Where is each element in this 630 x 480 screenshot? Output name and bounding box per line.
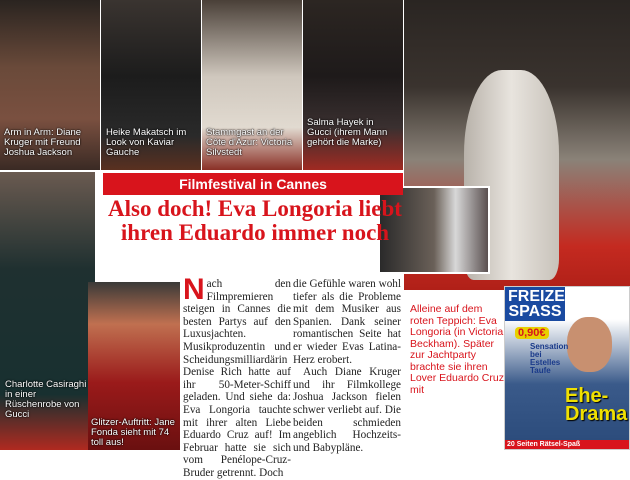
section-banner: Filmfestival in Cannes: [103, 173, 403, 195]
article-text: ach den Filmpremieren steigen in Cannes die besten Partys auf den Luxusjachten. Musikproduzentin und Scheidungsmilliardärin Denise Rich hatte auf ihr 50-Meter-Schiff geladen. Und siehe da: Eva Longoria tauchte mit ihrer alten Liebe Eduardo Cruz auf! Im Februar hatte sie sich vom Penélope-Cruz-Bruder getrennt. Doch: [183, 278, 291, 479]
article-column-2: [293, 278, 401, 454]
photo-caption: Glitzer-Auftritt: Jane Fonda sieht mit 74 toll aus!: [91, 417, 175, 448]
drop-cap: N: [183, 273, 205, 306]
cover-footer: 20 Seiten Rätsel-Spaß: [505, 440, 629, 449]
photo-charlotte-casiraghi: [0, 172, 95, 450]
photo-diane-kruger: [0, 0, 100, 170]
photo-victoria-silvstedt: [202, 0, 302, 170]
photo-caption: Arm in Arm: Diane Kruger mit Freund Joshua Jackson: [4, 127, 82, 158]
photo-heike-makatsch: [101, 0, 201, 170]
article-column-1: [183, 273, 291, 480]
cover-price: 0,90€: [515, 327, 549, 339]
main-photo-caption: Alleine auf dem roten Teppich: Eva Longoria (in Victoria Beckham). Später zur Jachtparty brachte sie ihren Lover Eduardo Cruz mit: [410, 303, 504, 396]
photo-caption: Salma Hayek in Gucci (ihrem Mann gehört die Marke): [307, 117, 388, 148]
cover-photo: [567, 317, 612, 372]
article-text: Auch Diane Kruger und ihr Filmkollege Joshua Jackson fielen schwer verliebt auf. Die beiden schmieden angeblich Hochzeits- und Babypläne.: [293, 366, 401, 454]
cover-teaser: Sensation bei Estelles Taufe: [530, 342, 569, 375]
photo-salma-hayek: [303, 0, 403, 170]
magazine-cover: [504, 286, 630, 450]
cover-logo: FREIZEIT SPASS: [505, 287, 565, 321]
article-text: die Gefühle waren wohl tiefer als die Probleme mit dem Musiker aus Spanien. Dank seiner romantischen Seite hat er wieder Evas Latina-Herz erobert.: [293, 278, 401, 366]
photo-caption: Charlotte Casiraghi in einer Rüschenrobe von Gucci: [5, 379, 87, 420]
photo-jane-fonda: [88, 282, 180, 450]
cover-headline: Ehe-Drama: [565, 385, 628, 425]
headline: Also doch! Eva Longoria liebt ihren Eduardo immer noch: [108, 196, 402, 245]
photo-caption: Heike Makatsch im Look von Kaviar Gauche: [106, 127, 187, 158]
photo-caption: Stammgast an der Côte d'Azur: Victoria Silvstedt: [206, 127, 293, 158]
